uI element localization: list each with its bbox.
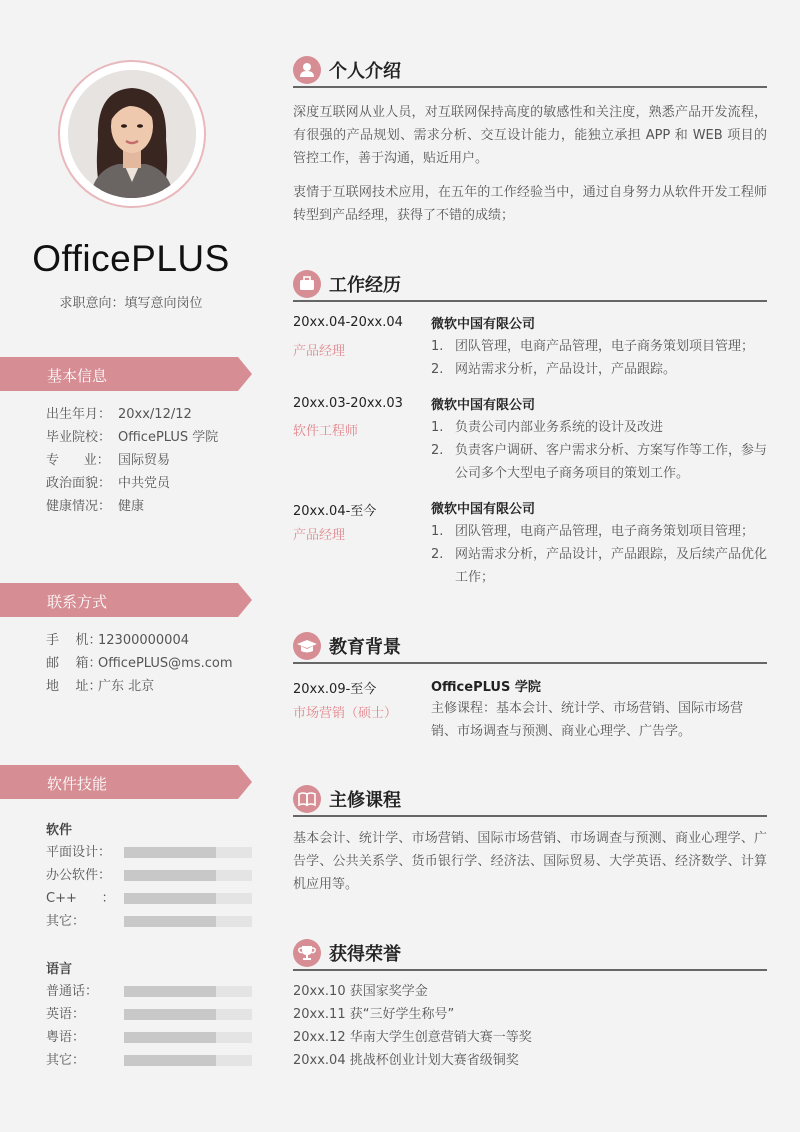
section-divider bbox=[293, 86, 767, 88]
job-intent: 求职意向：填写意向岗位 bbox=[59, 296, 203, 311]
section-divider bbox=[293, 300, 767, 302]
courses-text: 基本会计、统计学、市场营销、国际市场营销、市场调查与预测、商业心理学、广告学、公共关系学、货币银行学、经济法、国际贸易、大学英语、经济数学、计算机应用等。 bbox=[293, 831, 767, 892]
skill-bar bbox=[124, 870, 252, 881]
duty-item: 1. 负责公司内部业务系统的设计及改进 bbox=[431, 420, 664, 435]
job-duties bbox=[431, 335, 767, 381]
basic-info-row: 健康情况： 健康 bbox=[46, 499, 145, 514]
basic-info-row: 毕业院校： OfficePLUS 学院 bbox=[46, 430, 219, 445]
skill-bar bbox=[124, 986, 252, 997]
duty-item: 2. 负责客户调研、客户需求分析、方案写作等工作，参与公司多个大型电子商务项目的策划工作。 bbox=[431, 443, 768, 481]
language-row: 粤语： bbox=[46, 1026, 252, 1049]
skill-row: C++ ： bbox=[46, 887, 252, 910]
job-date: 20xx.04-20xx.04 bbox=[293, 315, 403, 330]
skill-bar bbox=[124, 916, 252, 927]
job-company: 微软中国有限公司 bbox=[431, 317, 536, 332]
work-title: 工作经历 bbox=[329, 275, 401, 296]
section-divider bbox=[293, 815, 767, 817]
book-icon bbox=[293, 785, 321, 813]
job-duties bbox=[431, 520, 767, 589]
candidate-name: OfficePLUS bbox=[32, 238, 230, 279]
education-major: 市场营销（硕士） bbox=[293, 706, 398, 721]
language-row: 其它： bbox=[46, 1049, 252, 1072]
basic-info-row: 专 业： 国际贸易 bbox=[46, 453, 171, 468]
left-column bbox=[0, 0, 262, 1132]
section-divider bbox=[293, 662, 767, 664]
skills-title: 软件技能 bbox=[47, 775, 108, 793]
job-company: 微软中国有限公司 bbox=[431, 502, 536, 517]
education-date: 20xx.09-至今 bbox=[293, 682, 377, 697]
contact-title: 联系方式 bbox=[47, 593, 108, 611]
software-label: 软件 bbox=[46, 823, 73, 838]
duty-item: 1. 团队管理，电商产品管理，电子商务策划项目管理； bbox=[431, 524, 755, 539]
intro-paragraph-1: 深度互联网从业人员，对互联网保持高度的敏感性和关注度，熟悉产品开发流程，有很强的产品规划、需求分析、交互设计能力，能独立承担 APP 和 WEB 项目的管控工作，善于沟通，贴近用户。 bbox=[293, 105, 767, 166]
contact-row: 手 机：12300000004 bbox=[46, 633, 189, 648]
right-column bbox=[293, 0, 767, 1132]
language-row: 普通话： bbox=[46, 980, 252, 1003]
duty-item: 2. 网站需求分析，产品设计，产品跟踪。 bbox=[431, 362, 677, 377]
skill-bar bbox=[124, 847, 252, 858]
language-label: 语言 bbox=[46, 962, 73, 977]
skill-bar bbox=[124, 893, 252, 904]
job-date: 20xx.03-20xx.03 bbox=[293, 396, 403, 411]
contact-list bbox=[46, 629, 232, 698]
basic-info-list bbox=[46, 403, 218, 518]
honors-title: 获得荣誉 bbox=[329, 944, 401, 965]
job-company: 微软中国有限公司 bbox=[431, 398, 536, 413]
skill-row: 办公软件： bbox=[46, 864, 252, 887]
contact-heading bbox=[0, 583, 252, 617]
job-role: 软件工程师 bbox=[293, 424, 359, 439]
skill-bar bbox=[124, 1032, 252, 1043]
skills-heading bbox=[0, 765, 252, 799]
intro-title: 个人介绍 bbox=[329, 61, 401, 82]
language-row: 英语： bbox=[46, 1003, 252, 1026]
skill-bar bbox=[124, 1055, 252, 1066]
avatar-frame bbox=[58, 60, 206, 208]
basic-info-row: 政治面貌： 中共党员 bbox=[46, 476, 171, 491]
skill-row: 其它： bbox=[46, 910, 252, 933]
education-courses: 主修课程：基本会计、统计学、市场营销、国际市场营销、市场调查与预测、商业心理学、广告学。 bbox=[431, 701, 744, 739]
section-divider bbox=[293, 969, 767, 971]
briefcase-icon bbox=[293, 270, 321, 298]
trophy-icon bbox=[293, 939, 321, 967]
contact-row: 邮 箱：OfficePLUS@ms.com bbox=[46, 656, 233, 671]
courses-title: 主修课程 bbox=[329, 790, 401, 811]
basic-info-title: 基本信息 bbox=[47, 367, 108, 385]
honor-item: 20xx.04 挑战杯创业计划大赛省级铜奖 bbox=[293, 1053, 519, 1068]
education-title: 教育背景 bbox=[329, 637, 401, 658]
intro-paragraph-2: 衷情于互联网技术应用，在五年的工作经验当中，通过自身努力从软件开发工程师转型到产品经理，获得了不错的成绩； bbox=[293, 185, 767, 223]
graduation-cap-icon bbox=[293, 632, 321, 660]
honor-item: 20xx.12 华南大学生创意营销大赛一等奖 bbox=[293, 1030, 532, 1045]
skill-bar bbox=[124, 1009, 252, 1020]
job-role: 产品经理 bbox=[293, 528, 346, 543]
contact-row: 地 址：广东 北京 bbox=[46, 679, 155, 694]
user-icon bbox=[293, 56, 321, 84]
basic-info-heading bbox=[0, 357, 252, 391]
job-date: 20xx.04-至今 bbox=[293, 504, 377, 519]
education-school: OfficePLUS 学院 bbox=[431, 680, 541, 695]
basic-info-row: 出生年月： 20xx/12/12 bbox=[46, 407, 192, 422]
honor-item: 20xx.10 获国家奖学金 bbox=[293, 984, 428, 999]
honor-item: 20xx.11 获“三好学生称号” bbox=[293, 1007, 455, 1022]
job-role: 产品经理 bbox=[293, 344, 346, 359]
duty-item: 2. 网站需求分析，产品设计，产品跟踪，及后续产品优化工作； bbox=[431, 547, 768, 585]
duty-item: 1. 团队管理，电商产品管理，电子商务策划项目管理； bbox=[431, 339, 755, 354]
avatar bbox=[68, 70, 196, 198]
skill-row: 平面设计： bbox=[46, 841, 252, 864]
job-duties bbox=[431, 416, 767, 485]
